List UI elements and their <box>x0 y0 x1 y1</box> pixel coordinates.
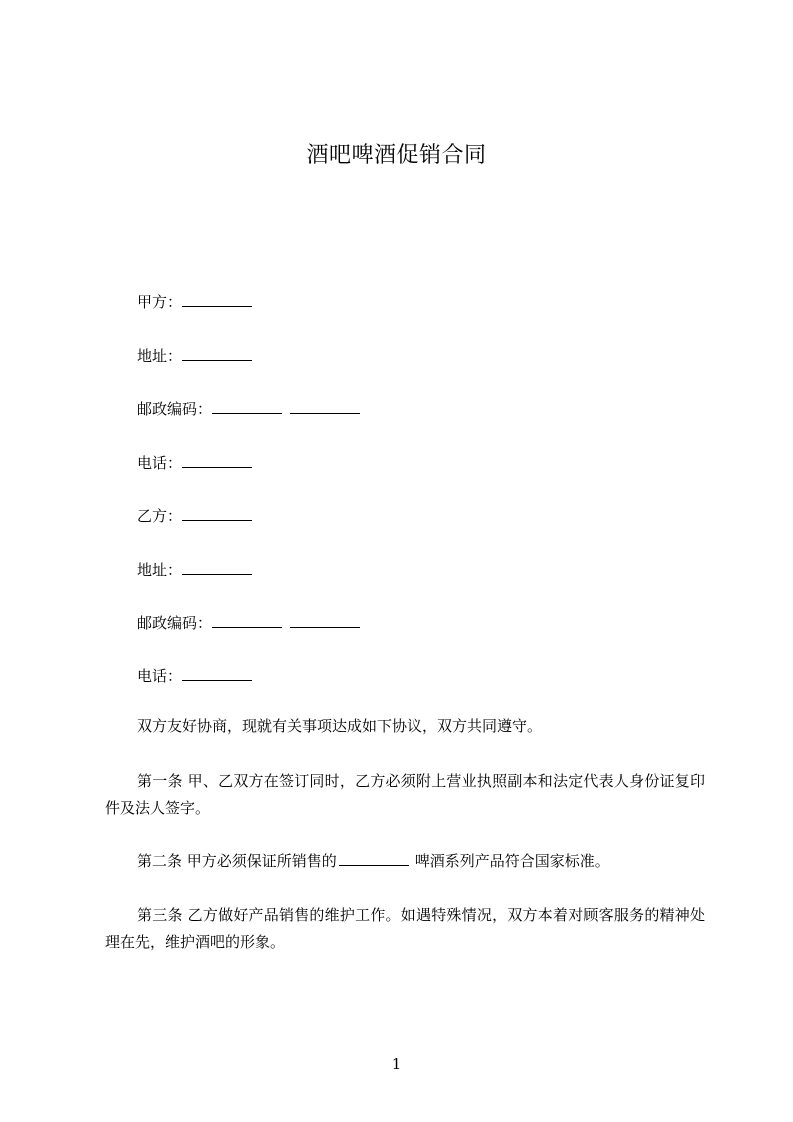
party-b-postcode-blank-1 <box>212 613 282 628</box>
party-a-postcode-label: 邮政编码： <box>137 400 213 418</box>
party-b-phone-blank <box>182 666 252 681</box>
party-a-name-field <box>137 292 252 312</box>
page-title: 酒吧啤酒促销合同 <box>306 143 487 168</box>
party-b-phone-field <box>137 666 252 686</box>
party-b-postcode-field <box>137 613 360 633</box>
party-a-address-blank <box>182 346 252 361</box>
party-a-postcode-field <box>137 399 360 419</box>
article-2 <box>105 848 705 875</box>
party-b-name-label: 乙方： <box>137 507 183 525</box>
party-b-address-label: 地址： <box>137 561 183 579</box>
party-a-postcode-blank-1 <box>212 399 282 414</box>
party-a-phone-blank <box>182 453 252 468</box>
party-a-name-blank <box>182 292 252 307</box>
party-b-address-field <box>137 560 252 580</box>
party-a-name-label: 甲方： <box>137 293 183 311</box>
article-2-blank <box>339 851 409 866</box>
article-2-text-before: 第二条 甲方必须保证所销售的 <box>137 852 337 870</box>
page-number: 1 <box>391 1055 402 1073</box>
party-a-postcode-blank-2 <box>290 399 360 414</box>
article-3: 第三条 乙方做好产品销售的维护工作。如遇特殊情况，双方本着对顾客服务的精神处理在先，维护酒吧的形象。 <box>105 906 705 951</box>
party-a-phone-label: 电话： <box>137 454 183 472</box>
party-b-name-field <box>137 506 252 526</box>
party-b-postcode-blank-2 <box>290 613 360 628</box>
party-a-address-label: 地址： <box>137 347 183 365</box>
party-a-address-field <box>137 346 252 366</box>
party-b-name-blank <box>182 506 252 521</box>
intro-paragraph: 双方友好协商，现就有关事项达成如下协议，双方共同遵守。 <box>137 717 543 735</box>
article-1: 第一条 甲、乙双方在签订同时，乙方必须附上营业执照副本和法定代表人身份证复印件及法人签字。 <box>105 772 705 817</box>
article-2-text-after: 啤酒系列产品符合国家标准。 <box>414 852 610 870</box>
party-b-address-blank <box>182 560 252 575</box>
party-b-phone-label: 电话： <box>137 667 183 685</box>
party-a-phone-field <box>137 453 252 473</box>
party-b-postcode-label: 邮政编码： <box>137 614 213 632</box>
